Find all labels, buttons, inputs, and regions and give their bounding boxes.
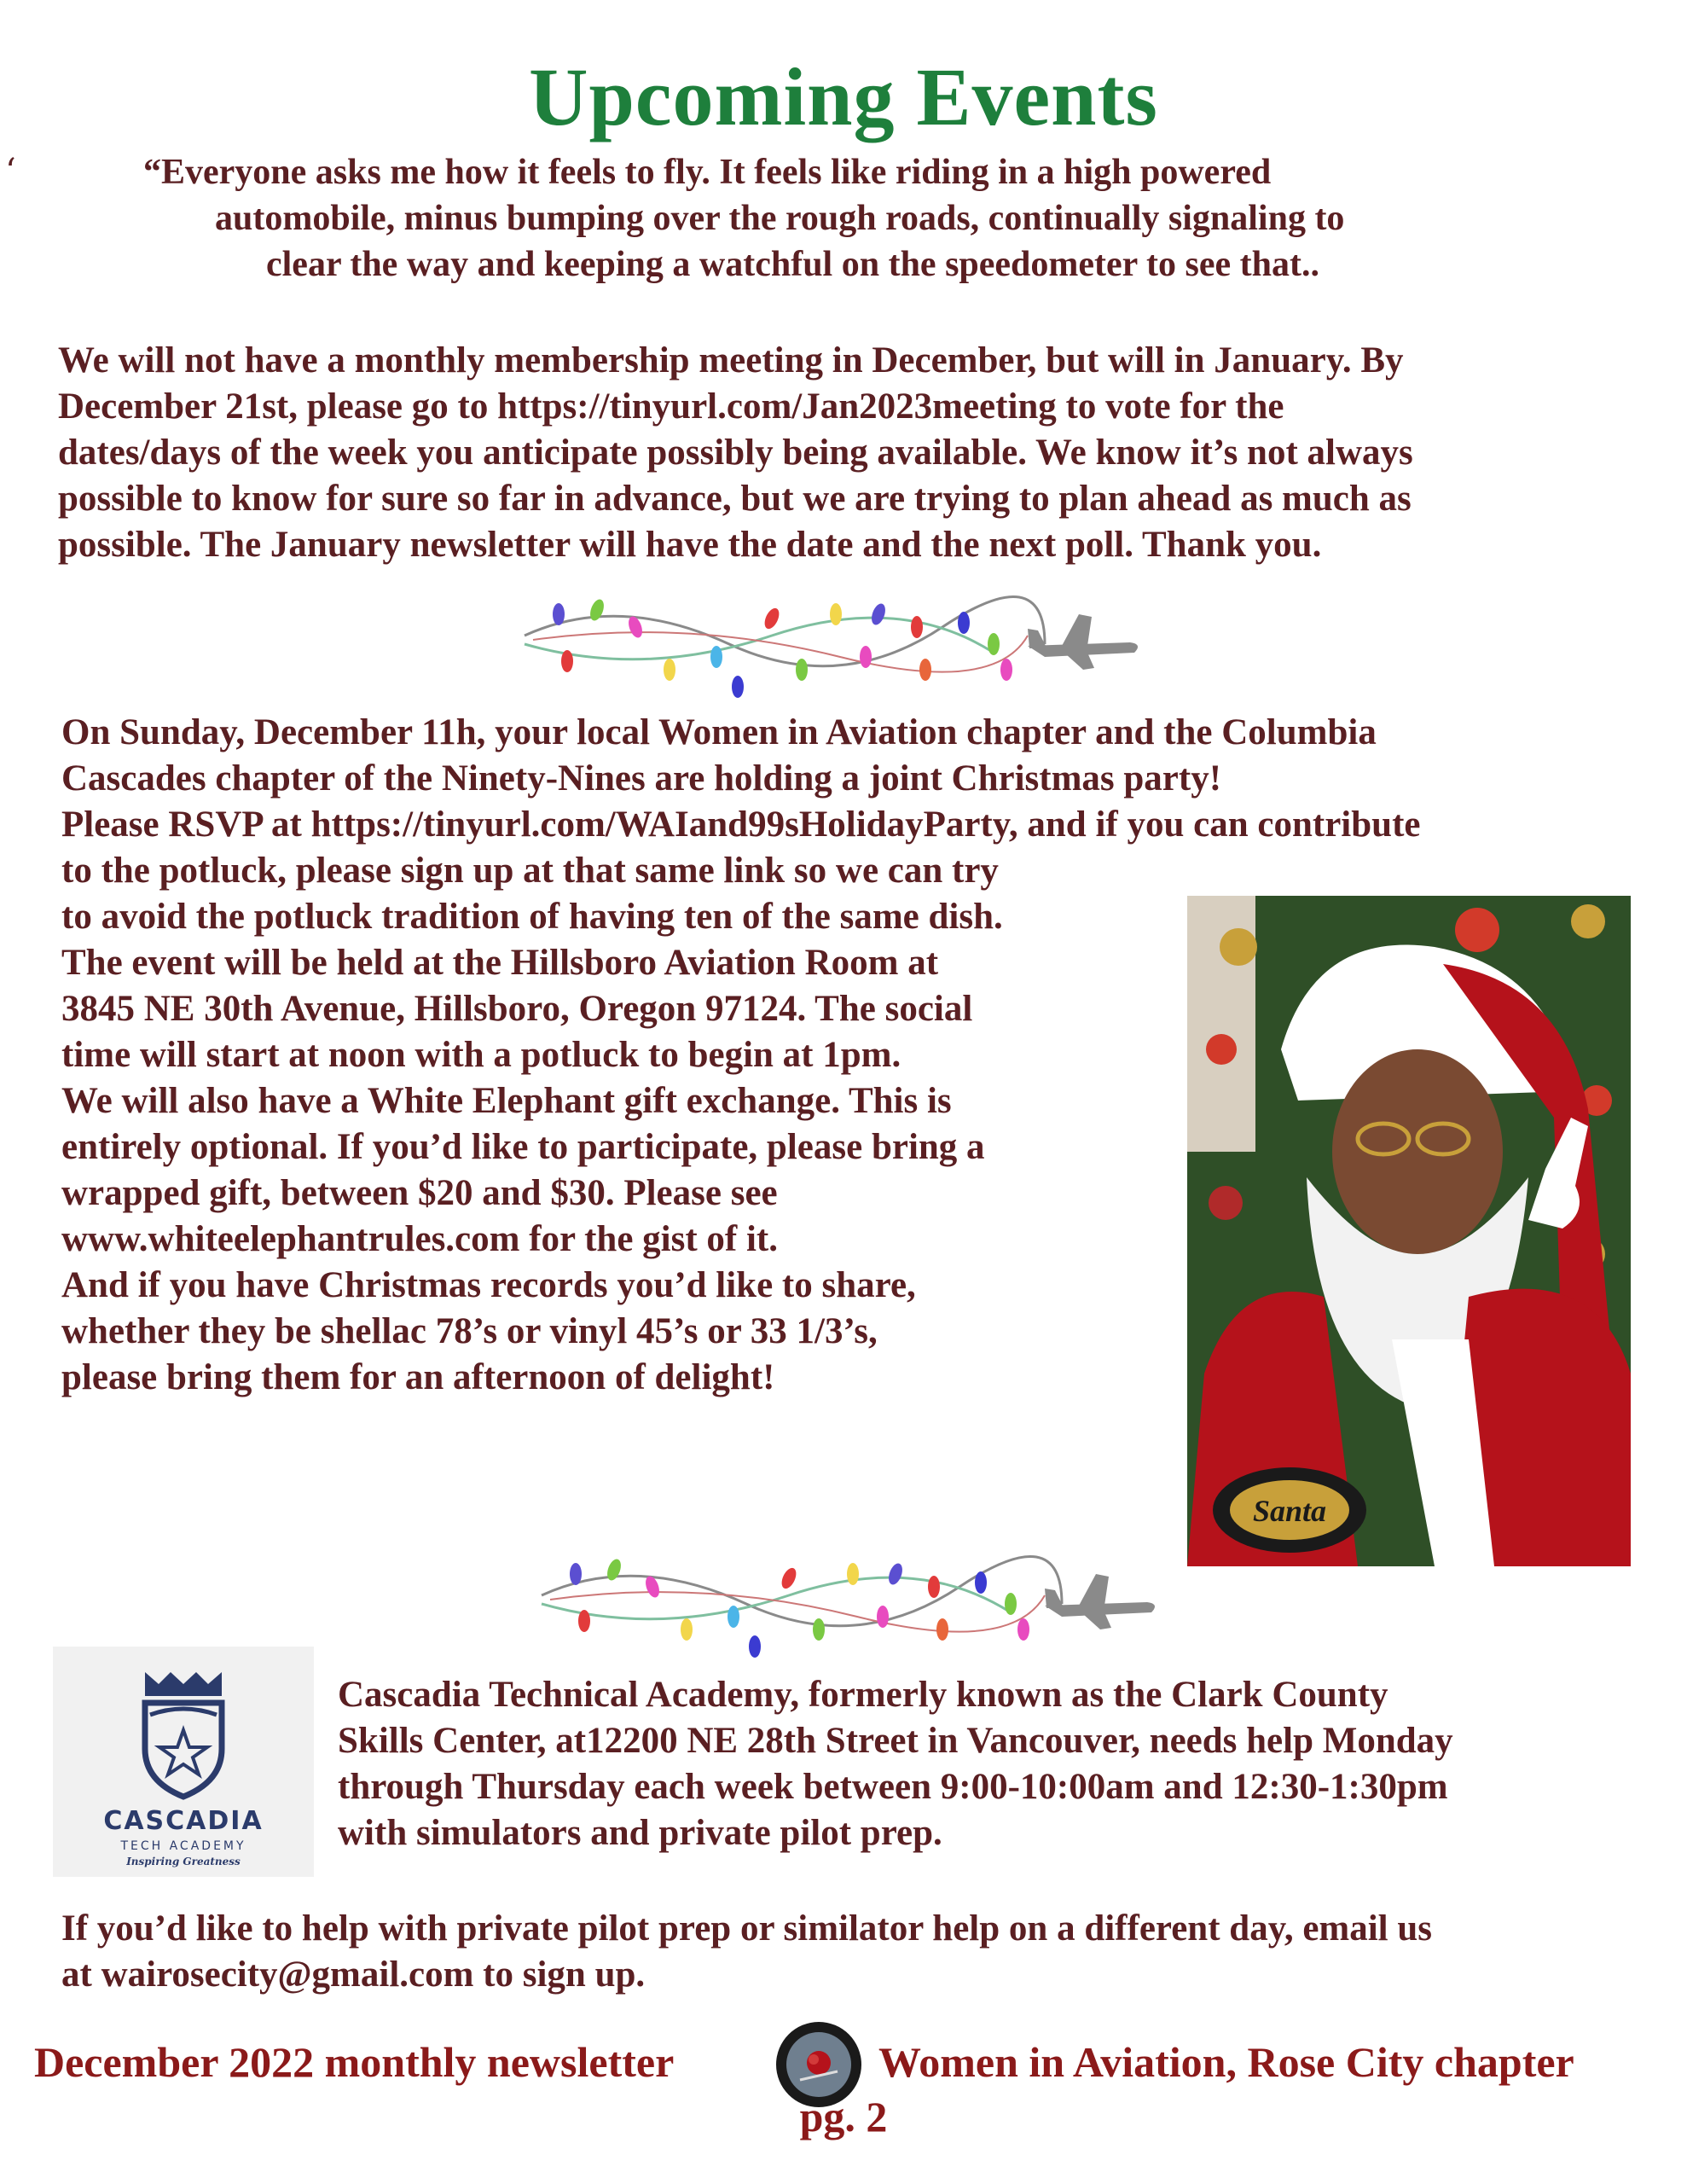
text-line: 3845 NE 30th Avenue, Hillsboro, Oregon 97124. The social [61, 989, 973, 1029]
santa-photo [1187, 896, 1631, 1566]
light-bulb-icon [578, 1610, 590, 1632]
cascadia-shield-icon [53, 1647, 314, 1877]
light-wire [550, 1592, 1045, 1632]
light-bulb-icon [561, 650, 573, 672]
cascadia-paragraph [338, 1672, 1453, 1856]
light-bulb-icon [958, 612, 970, 634]
logo-sub: TECH ACADEMY [120, 1839, 246, 1853]
light-bulb-icon [779, 1565, 799, 1590]
footer-newsletter-title: December 2022 monthly newsletter [34, 2038, 675, 2086]
light-bulb-icon [796, 659, 808, 681]
quote-line-2: automobile, minus bumping over the rough roads, continually signaling to [215, 199, 1345, 238]
light-bulb-icon [588, 597, 606, 622]
text-line: Cascadia Technical Academy, formerly known as the Clark County [338, 1675, 1388, 1715]
bulb-set [570, 1557, 1029, 1658]
stray-mark: ‘ [5, 152, 16, 191]
text-line: We will not have a monthly membership meeting in December, but will in January. By [58, 340, 1404, 380]
text-line: time will start at noon with a potluck to begin at 1pm. [61, 1035, 901, 1075]
logo-tagline: Inspiring Greatness [126, 1856, 241, 1867]
light-bulb-icon [928, 1576, 940, 1598]
text-line: Skills Center, at12200 NE 28th Street in Vancouver, needs help Monday [338, 1721, 1453, 1761]
bulb-set [553, 597, 1012, 698]
text-line: And if you have Christmas records you’d like to share, [61, 1265, 916, 1305]
text-line: entirely optional. If you’d like to participate, please bring a [61, 1127, 985, 1167]
light-bulb-icon [762, 606, 782, 630]
light-bulb-icon [919, 659, 931, 681]
text-line: to the potluck, please sign up at that same link so we can try [61, 851, 999, 891]
light-bulb-icon [1017, 1618, 1029, 1641]
light-bulb-icon [553, 603, 565, 625]
light-bulb-icon [975, 1571, 987, 1594]
text-line: Cascades chapter of the Ninety-Nines are holding a joint Christmas party! [61, 758, 1222, 799]
light-wire [533, 632, 1028, 672]
light-bulb-icon [1005, 1593, 1017, 1615]
text-line: at wairosecity@gmail.com to sign up. [61, 1955, 646, 1995]
cascadia-logo [53, 1647, 314, 1877]
text-line: wrapped gift, between $20 and $30. Please see [61, 1173, 778, 1213]
light-bulb-icon [988, 633, 1000, 655]
santa-belt-text: Santa [1252, 1494, 1327, 1528]
light-bulb-icon [830, 603, 842, 625]
light-bulb-icon [877, 1606, 889, 1628]
light-bulb-icon [605, 1557, 623, 1582]
light-bulb-icon [570, 1563, 582, 1585]
light-bulb-icon [749, 1635, 761, 1658]
text-line: please bring them for an afternoon of delight! [61, 1357, 775, 1397]
text-line: The event will be held at the Hillsboro Aviation Room at [61, 943, 939, 983]
light-bulb-icon [710, 646, 722, 668]
text-line: We will also have a White Elephant gift exchange. This is [61, 1081, 952, 1121]
light-bulb-icon [847, 1563, 859, 1585]
light-bulb-icon [869, 601, 888, 626]
logo-name: CASCADIA [103, 1806, 264, 1836]
help-paragraph [61, 1906, 1432, 1998]
meeting-paragraph [58, 338, 1413, 568]
light-bulb-icon [664, 659, 675, 681]
light-bulb-icon [1000, 659, 1012, 681]
text-line: with simulators and private pilot prep. [338, 1813, 942, 1853]
text-line: possible to know for sure so far in advance, but we are trying to plan ahead as much as [58, 479, 1412, 519]
page-title: Upcoming Events [529, 51, 1158, 142]
light-bulb-icon [728, 1606, 739, 1628]
page-number: pg. 2 [799, 2093, 888, 2140]
light-bulb-icon [911, 616, 923, 638]
light-bulb-icon [732, 676, 744, 698]
text-line: to avoid the potluck tradition of having ten of the same dish. [61, 897, 1003, 937]
text-line: whether they be shellac 78’s or vinyl 45’s or 33 1/3’s, [61, 1311, 878, 1351]
quote-line-1: “Everyone asks me how it feels to fly. It feels like riding in a high powered [143, 153, 1272, 192]
light-bulb-icon [886, 1561, 905, 1586]
text-line: December 21st, please go to https://tinyurl.com/Jan2023meeting to vote for the [58, 386, 1284, 427]
light-bulb-icon [860, 646, 872, 668]
light-bulb-icon [813, 1618, 825, 1641]
christmas-lights-divider [533, 1536, 1156, 1664]
light-bulb-icon [681, 1618, 693, 1641]
text-line: Please RSVP at https://tinyurl.com/WAIand99sHolidayParty, and if you can contribute [61, 804, 1421, 845]
text-line: dates/days of the week you anticipate possibly being available. We know it’s not always [58, 433, 1413, 473]
text-line: www.whiteelephantrules.com for the gist of it. [61, 1219, 778, 1259]
text-line: On Sunday, December 11h, your local Women in Aviation chapter and the Columbia [61, 712, 1377, 752]
text-line: If you’d like to help with private pilot prep or similator help on a different day, email us [61, 1908, 1433, 1949]
santa-illustration [1187, 896, 1631, 1566]
text-line: through Thursday each week between 9:00-10:00am and 12:30-1:30pm [338, 1767, 1448, 1807]
christmas-lights-divider [516, 576, 1139, 704]
footer-chapter-name: Women in Aviation, Rose City chapter [878, 2038, 1574, 2086]
text-line: possible. The January newsletter will have the date and the next poll. Thank you. [58, 525, 1322, 565]
quote-line-3: clear the way and keeping a watchful on the speedometer to see that.. [266, 245, 1320, 284]
light-bulb-icon [936, 1618, 948, 1641]
